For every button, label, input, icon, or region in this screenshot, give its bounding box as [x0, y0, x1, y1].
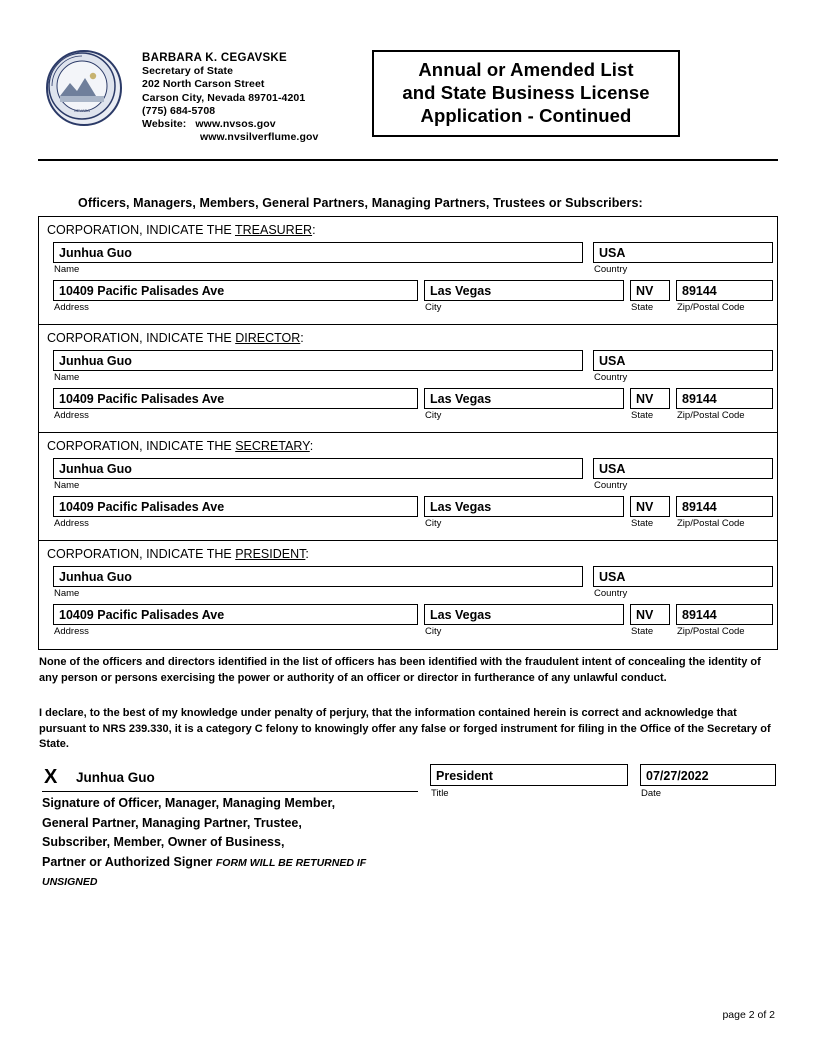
signature-line [42, 791, 418, 792]
country-input[interactable]: USA [593, 350, 773, 371]
page-footer: page 2 of 2 [722, 1009, 775, 1021]
officer-row-name-country [47, 350, 769, 388]
name-caption: Name [54, 264, 80, 275]
officer-row-address [47, 388, 769, 426]
name-caption: Name [54, 372, 80, 383]
signature-caption-line-1: Signature of Officer, Manager, Managing Member, [42, 796, 336, 810]
city-caption: City [425, 626, 442, 637]
city-caption: City [425, 518, 442, 529]
signature-caption-line-3: Subscriber, Member, Owner of Business, [42, 835, 285, 849]
sos-address: 202 North Carson Street [142, 78, 265, 91]
state-input[interactable]: NV [630, 388, 670, 409]
state-input[interactable]: NV [630, 604, 670, 625]
unsigned-note-1: FORM WILL BE RETURNED IF [215, 856, 367, 869]
perjury-declaration-text: I declare, to the best of my knowledge under penalty of perjury, that the information contained herein is correct and acknowledge that pursuant to NRS 239.330, it is a category C felony to knowingly offer any false or forged instrument for filing in the Office of the Secretary of State. [39, 707, 771, 750]
signature-caption-line-4-text: Partner or Authorized Signer [42, 854, 213, 869]
form-title-line-3: Application - Continued [420, 105, 632, 126]
state-caption: State [631, 302, 654, 313]
website-primary[interactable]: www.nvsos.gov [195, 118, 276, 131]
state-seal-icon [46, 50, 122, 126]
officer-role-suffix: : [300, 331, 304, 345]
officer-row-address [47, 604, 769, 642]
officer-block-director [39, 325, 777, 433]
state-input[interactable]: NV [630, 280, 670, 301]
name-caption: Name [54, 480, 80, 491]
country-caption: Country [594, 372, 628, 383]
state-caption: State [631, 626, 654, 637]
address-input[interactable]: 10409 Pacific Palisades Ave [53, 280, 418, 301]
officer-role: PRESIDENT [235, 547, 306, 561]
signature-caption [42, 794, 442, 893]
officer-role-label [47, 439, 769, 454]
signature-input[interactable]: Junhua Guo [76, 770, 155, 785]
form-title-line-1: Annual or Amended List [418, 59, 634, 80]
city-caption: City [425, 302, 442, 313]
zip-input[interactable]: 89144 [676, 388, 773, 409]
unsigned-note-2: UNSIGNED [42, 876, 98, 888]
officer-role-suffix: : [305, 547, 309, 561]
country-input[interactable]: USA [593, 458, 773, 479]
form-title-line-2: and State Business License [402, 82, 650, 103]
state-caption: State [631, 518, 654, 529]
officer-row-name-country [47, 242, 769, 280]
zip-caption: Zip/Postal Code [677, 410, 745, 421]
state-caption: State [631, 410, 654, 421]
country-caption: Country [594, 264, 628, 275]
officer-block-treasurer [39, 217, 777, 325]
country-input[interactable]: USA [593, 242, 773, 263]
header-divider [38, 159, 778, 161]
title-input[interactable]: President [430, 764, 628, 786]
state-input[interactable]: NV [630, 496, 670, 517]
officer-role-label [47, 547, 769, 562]
zip-input[interactable]: 89144 [676, 280, 773, 301]
sos-name: BARBARA K. CEGAVSKE [142, 52, 287, 64]
officer-role-prefix: CORPORATION, INDICATE THE [47, 223, 235, 237]
officer-role: DIRECTOR [235, 331, 301, 345]
date-caption: Date [641, 788, 662, 799]
officer-block-president [39, 541, 777, 649]
address-caption: Address [54, 410, 89, 421]
signature-caption-line-2: General Partner, Managing Partner, Trustee, [42, 815, 302, 830]
address-caption: Address [54, 302, 89, 313]
name-input[interactable]: Junhua Guo [53, 350, 583, 371]
address-input[interactable]: 10409 Pacific Palisades Ave [53, 496, 418, 517]
address-input[interactable]: 10409 Pacific Palisades Ave [53, 604, 418, 625]
zip-caption: Zip/Postal Code [677, 518, 745, 529]
zip-caption: Zip/Postal Code [677, 626, 745, 637]
section-heading: Officers, Managers, Members, General Partners, Managing Partners, Trustees or Subscribers: [78, 196, 643, 210]
city-input[interactable]: Las Vegas [424, 496, 624, 517]
signature-x-mark: X [44, 766, 58, 788]
name-caption: Name [54, 588, 80, 599]
country-caption: Country [594, 588, 628, 599]
officer-role: SECRETARY [235, 439, 310, 453]
zip-input[interactable]: 89144 [676, 496, 773, 517]
website-label: Website: [142, 118, 187, 131]
address-caption: Address [54, 518, 89, 529]
secretary-of-state-block [142, 52, 318, 144]
city-caption: City [425, 410, 442, 421]
officer-row-address [47, 496, 769, 534]
form-title-box [372, 50, 680, 137]
svg-text:NEVADA: NEVADA [73, 108, 91, 113]
address-input[interactable]: 10409 Pacific Palisades Ave [53, 388, 418, 409]
sos-phone: (775) 684-5708 [142, 104, 216, 117]
officer-role-prefix: CORPORATION, INDICATE THE [47, 439, 236, 453]
officer-role-suffix: : [312, 223, 316, 237]
fraud-declaration-text: None of the officers and directors identified in the list of officers has been identified with the fraudulent intent of concealing the identity of any person or persons exercising the power or authority of an officer or director in furtherance of any unlawful conduct. [39, 656, 761, 684]
officer-role: TREASURER [234, 223, 313, 237]
signature-caption-line-4 [42, 853, 442, 874]
officer-role-prefix: CORPORATION, INDICATE THE [47, 547, 236, 561]
officer-role-label [47, 331, 769, 346]
officer-row-name-country [47, 458, 769, 496]
country-input[interactable]: USA [593, 566, 773, 587]
date-input[interactable]: 07/27/2022 [640, 764, 776, 786]
officer-row-name-country [47, 566, 769, 604]
city-input[interactable]: Las Vegas [424, 280, 624, 301]
zip-input[interactable]: 89144 [676, 604, 773, 625]
officer-row-address [47, 280, 769, 318]
officer-role-prefix: CORPORATION, INDICATE THE [47, 331, 236, 345]
city-input[interactable]: Las Vegas [424, 604, 624, 625]
officer-role-label [47, 223, 769, 238]
address-caption: Address [54, 626, 89, 637]
city-input[interactable]: Las Vegas [424, 388, 624, 409]
name-input[interactable]: Junhua Guo [53, 458, 583, 479]
country-caption: Country [594, 480, 628, 491]
document-header [38, 42, 778, 150]
zip-caption: Zip/Postal Code [677, 302, 745, 313]
sos-website-row [142, 118, 318, 131]
officer-block-secretary [39, 433, 777, 541]
name-input[interactable]: Junhua Guo [53, 242, 583, 263]
website-secondary[interactable]: www.nvsilverflume.gov [200, 131, 319, 144]
title-caption: Title [431, 788, 449, 799]
name-input[interactable]: Junhua Guo [53, 566, 583, 587]
officer-role-suffix: : [309, 439, 314, 453]
officers-table [38, 216, 778, 650]
sos-title: Secretary of State [142, 65, 234, 78]
sos-city-state-zip: Carson City, Nevada 89701-4201 [142, 91, 306, 104]
